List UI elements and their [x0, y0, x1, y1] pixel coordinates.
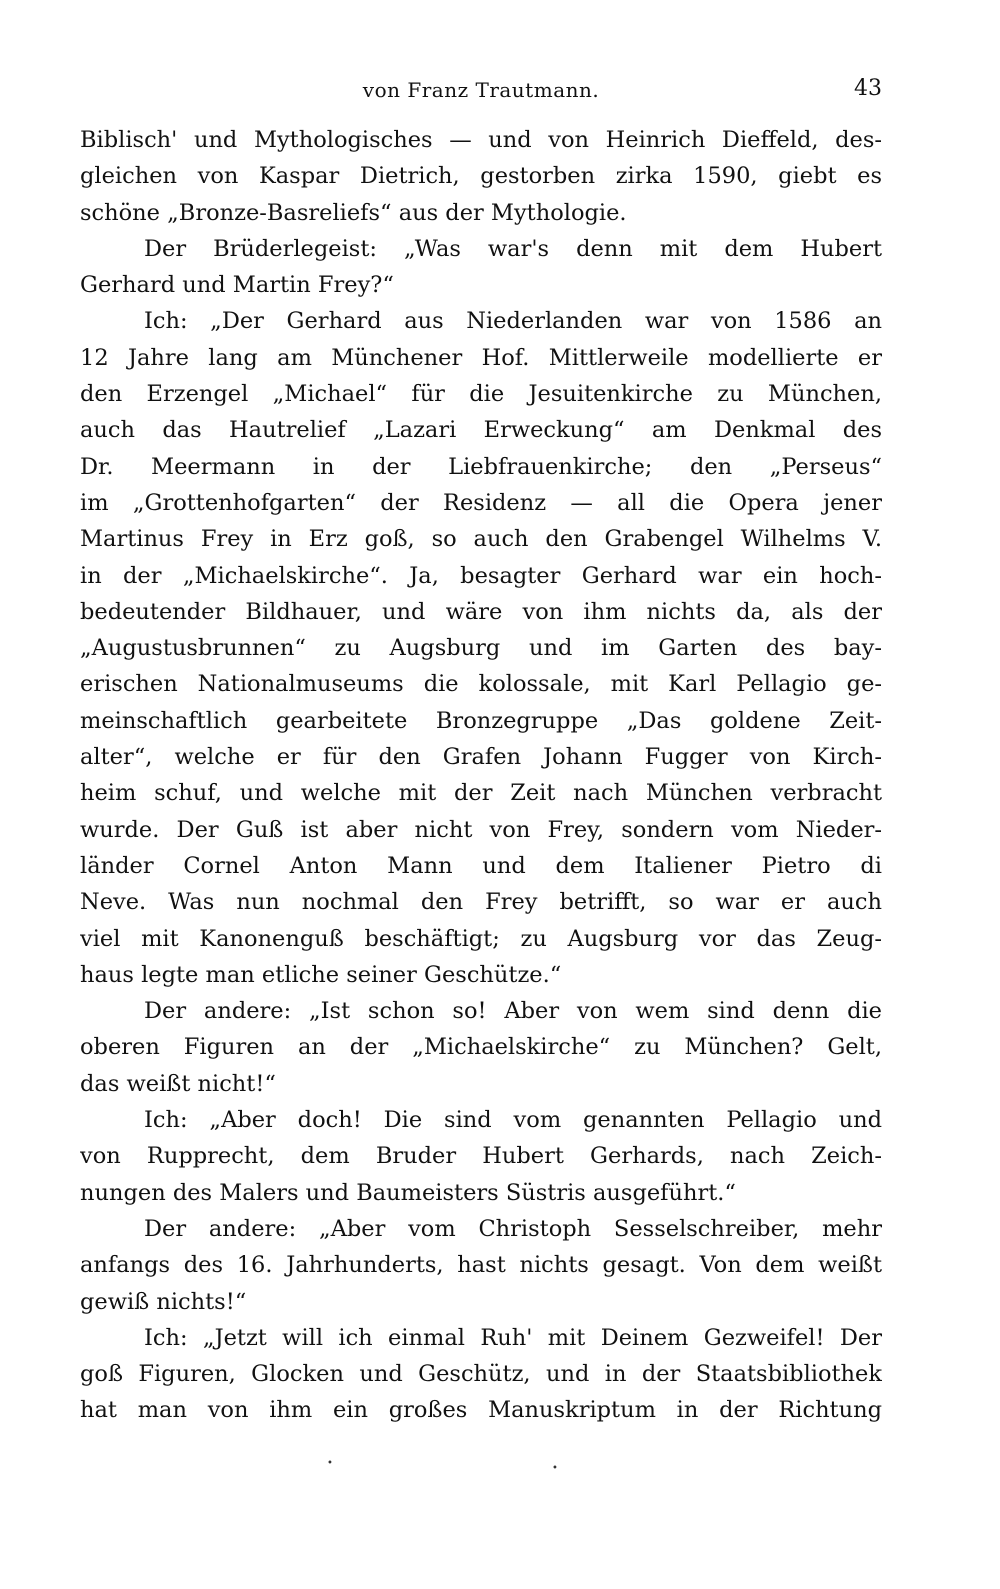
text-line: Neve. Was nun nochmal den Frey betrifft, so war er auch — [80, 889, 882, 916]
text-line: goß Figuren, Glocken und Geschütz, und in der Staatsbibliothek — [80, 1361, 882, 1388]
text-line: Biblisch' und Mythologisches — und von Heinrich Dieffeld, des- — [80, 127, 882, 153]
text-line: Der Brüderlegeist: „Was war's denn mit dem Hubert — [144, 235, 882, 262]
text-line: haus legte man etliche seiner Geschütze.“ — [80, 961, 562, 988]
text-line: hat man von ihm ein großes Manuskriptum in der Richtung — [80, 1397, 882, 1424]
text-line: Ich: „Aber doch! Die sind vom genannten Pellagio und — [144, 1107, 882, 1134]
text-line: von Rupprecht, dem Bruder Hubert Gerhards, nach Zeich- — [80, 1143, 882, 1170]
body-text — [80, 122, 882, 1429]
text-line: meinschaftlich gearbeitete Bronzegruppe „Das goldene Zeit- — [80, 707, 882, 734]
text-line: schöne „Bronze-Basreliefs“ aus der Mythologie. — [80, 199, 627, 226]
text-line: Martinus Frey in Erz goß, so auch den Grabengel Wilhelms V. — [80, 526, 882, 553]
text-line: im „Grottenhofgarten“ der Residenz — all die Opera jener — [80, 489, 882, 516]
text-line: alter“, welche er für den Grafen Johann Fugger von Kirch- — [80, 744, 882, 771]
text-line: Ich: „Jetzt will ich einmal Ruh' mit Deinem Gezweifel! Der — [144, 1324, 882, 1351]
text-line: Gerhard und Martin Frey?“ — [80, 272, 394, 299]
text-line: in der „Michaelskirche“. Ja, besagter Gerhard war ein hoch- — [80, 562, 882, 589]
text-line: gleichen von Kaspar Dietrich, gestorben zirka 1590, giebt es — [80, 163, 882, 190]
text-line: heim schuf, und welche mit der Zeit nach München verbracht — [80, 780, 882, 807]
text-line: länder Cornel Anton Mann und dem Italiener Pietro di — [80, 852, 882, 879]
text-line: den Erzengel „Michael“ für die Jesuitenkirche zu München, — [80, 381, 882, 408]
text-line: Ich: „Der Gerhard aus Niederlanden war von 1586 an — [144, 308, 882, 335]
print-speck: • — [552, 1463, 558, 1474]
text-line: das weißt nicht!“ — [80, 1070, 276, 1097]
text-line: Dr. Meermann in der Liebfrauenkirche; den „Perseus“ — [80, 453, 882, 480]
text-line: auch das Hautrelief „Lazari Erweckung“ am Denkmal des — [80, 417, 882, 444]
running-head: von Franz Trautmann. — [362, 78, 600, 102]
text-line: Der andere: „Ist schon so! Aber von wem sind denn die — [144, 998, 882, 1025]
page-number: 43 — [854, 76, 882, 101]
text-line: wurde. Der Guß ist aber nicht von Frey, sondern vom Nieder- — [80, 816, 882, 843]
text-line: bedeutender Bildhauer, und wäre von ihm nichts da, als der — [80, 598, 882, 625]
page-header — [80, 72, 882, 106]
text-line: „Augustusbrunnen“ zu Augsburg und im Garten des bay- — [80, 635, 882, 662]
text-line: oberen Figuren an der „Michaelskirche“ zu München? Gelt, — [80, 1034, 882, 1061]
text-line: erischen Nationalmuseums die kolossale, mit Karl Pellagio ge- — [80, 671, 882, 698]
text-line: Der andere: „Aber vom Christoph Sesselschreiber, mehr — [144, 1215, 882, 1242]
text-line: viel mit Kanonenguß beschäftigt; zu Augsburg vor das Zeug- — [80, 925, 882, 952]
text-line: gewiß nichts!“ — [80, 1288, 247, 1315]
text-line: 12 Jahre lang am Münchener Hof. Mittlerweile modellierte er — [80, 344, 882, 371]
print-speck: • — [327, 1458, 333, 1469]
text-line: anfangs des 16. Jahrhunderts, hast nichts gesagt. Von dem weißt — [80, 1252, 882, 1279]
text-line: nungen des Malers und Baumeisters Süstris ausgeführt.“ — [80, 1179, 736, 1206]
